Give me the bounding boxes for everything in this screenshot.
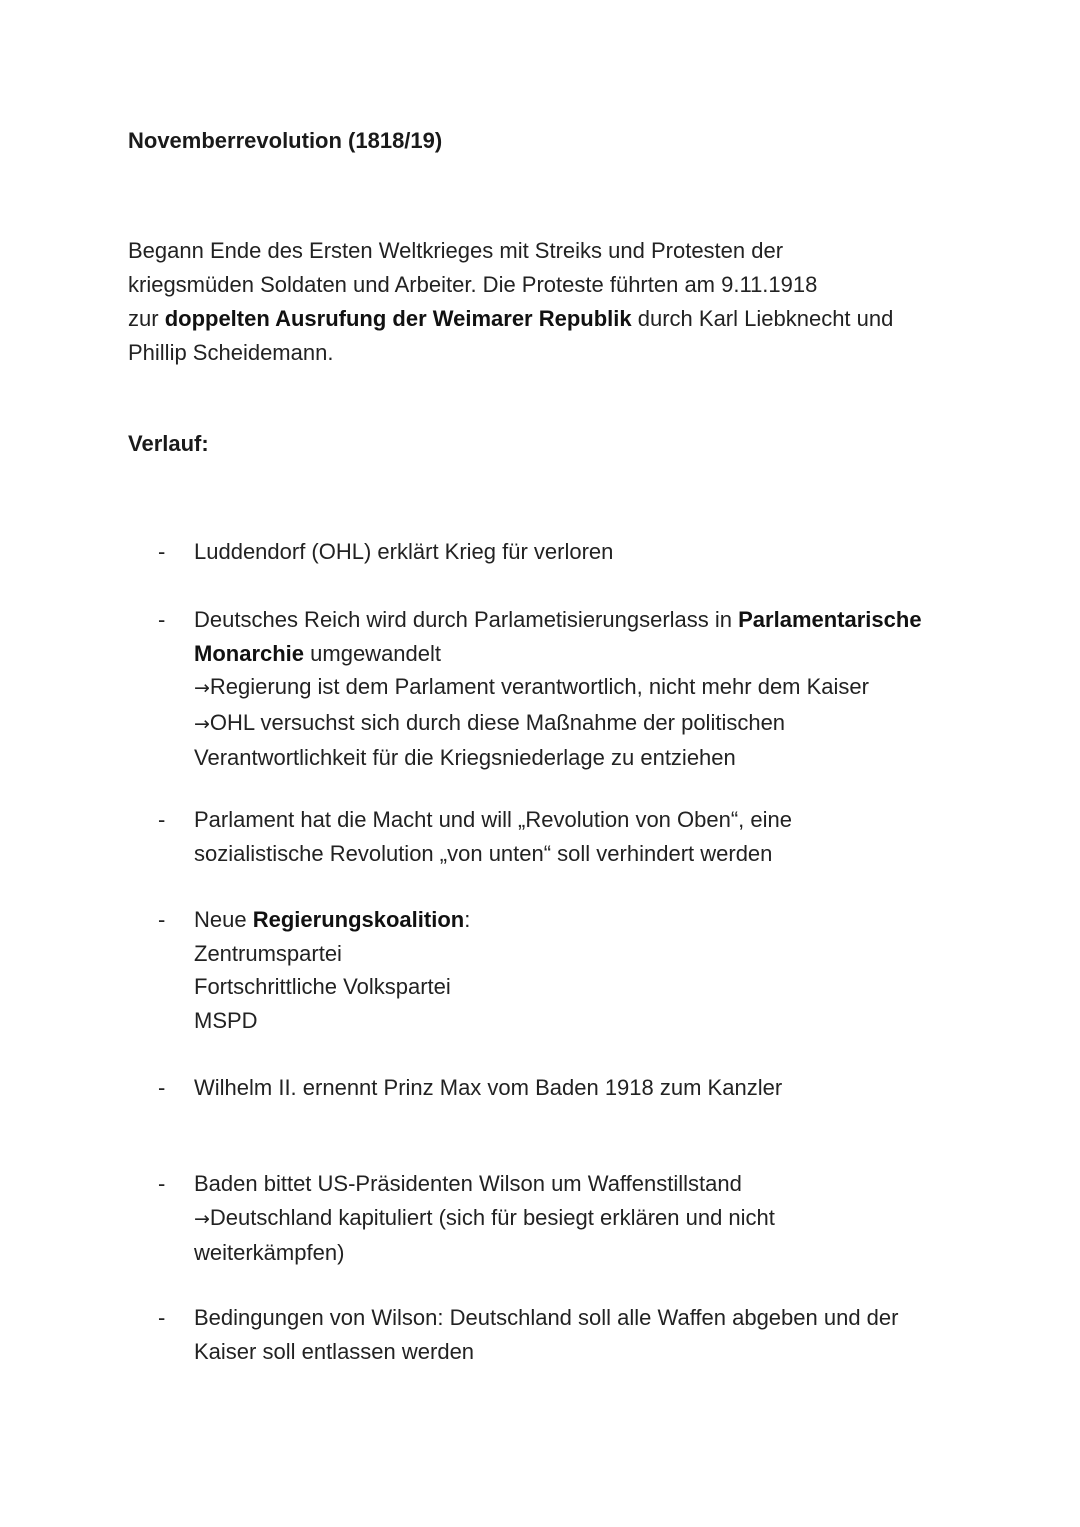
- intro-line: Begann Ende des Ersten Weltkrieges mit Streiks und Protesten der: [128, 238, 784, 263]
- intro-line: Phillip Scheidemann.: [128, 340, 334, 365]
- intro-emphasis: doppelten Ausrufung der Weimarer Republik: [164, 306, 632, 331]
- intro-text: zur: [128, 306, 165, 331]
- list-item-text: [194, 603, 968, 637]
- bullet-dash: -: [158, 539, 166, 564]
- list-item: [128, 1167, 968, 1270]
- coalition-party: Fortschrittliche Volkspartei: [194, 974, 451, 999]
- list-item-text-part: OHL versuchst sich durch diese Maßnahme der politischen: [209, 709, 786, 735]
- list-item-text: [194, 637, 968, 671]
- list-item: [128, 1301, 968, 1368]
- arrow-right-icon: →: [194, 1207, 210, 1230]
- list-item-text: [194, 903, 968, 937]
- list-item: [128, 603, 968, 775]
- document-title: Novemberrevolution (1818/19): [128, 128, 443, 153]
- list-item-text: Parlament hat die Macht und will „Revolution von Oben“, eine: [194, 807, 792, 832]
- list-item-text-part: :: [464, 907, 471, 932]
- list-item: [128, 1071, 968, 1105]
- list-item-text: [194, 670, 968, 706]
- list-item-text-part: umgewandelt: [304, 640, 442, 666]
- coalition-party: Zentrumspartei: [194, 940, 342, 966]
- intro-text: durch Karl Liebknecht und: [631, 306, 894, 331]
- bullet-dash: -: [158, 807, 166, 832]
- coalition-party: MSPD: [194, 1007, 258, 1033]
- list-item: [128, 903, 968, 1037]
- list-item-text-part: Deutschland kapituliert (sich für besiegt erklären und nicht: [209, 1204, 775, 1230]
- bullet-dash: -: [158, 1305, 166, 1330]
- section-heading-verlauf: Verlauf:: [128, 431, 209, 456]
- list-item-text-part: Neue: [194, 907, 253, 932]
- list-item-text: Wilhelm II. ernennt Prinz Max vom Baden 1918 zum Kanzler: [194, 1075, 783, 1100]
- list-item: [128, 535, 968, 569]
- list-item-text: Luddendorf (OHL) erklärt Krieg für verloren: [194, 539, 614, 564]
- bullet-dash: -: [158, 1171, 166, 1196]
- bullet-dash: -: [158, 1075, 166, 1100]
- list-item-text: weiterkämpfen): [194, 1240, 345, 1265]
- list-item-text: sozialistische Revolution „von unten“ soll verhindert werden: [194, 840, 773, 866]
- list-item-emphasis: Parlamentarische: [738, 607, 922, 632]
- list-item-text: Verantwortlichkeit für die Kriegsniederlage zu entziehen: [194, 745, 736, 770]
- arrow-right-icon: →: [194, 712, 210, 735]
- list-item-emphasis: Regierungskoalition: [252, 907, 465, 932]
- intro-line: kriegsmüden Soldaten und Arbeiter. Die Proteste führten am 9.11.1918: [128, 272, 818, 297]
- list-item-text-part: Regierung ist dem Parlament verantwortlich, nicht mehr dem Kaiser: [209, 674, 869, 699]
- list-item-emphasis: Monarchie: [194, 640, 305, 666]
- list-item-text: [194, 706, 968, 742]
- bullet-dash: -: [158, 907, 166, 932]
- list-item-text: [194, 1201, 968, 1237]
- list-item-text-part: Deutsches Reich wird durch Parlametisierungserlass in: [194, 607, 739, 632]
- list-item-text: Baden bittet US-Präsidenten Wilson um Waffenstillstand: [194, 1171, 742, 1196]
- intro-line: [128, 302, 948, 336]
- intro-paragraph: [128, 234, 948, 370]
- list-item: [128, 803, 968, 870]
- list-item-text: Kaiser soll entlassen werden: [194, 1338, 475, 1364]
- bullet-dash: -: [158, 607, 166, 632]
- list-item-text: Bedingungen von Wilson: Deutschland soll alle Waffen abgeben und der: [194, 1305, 899, 1330]
- arrow-right-icon: →: [194, 677, 210, 699]
